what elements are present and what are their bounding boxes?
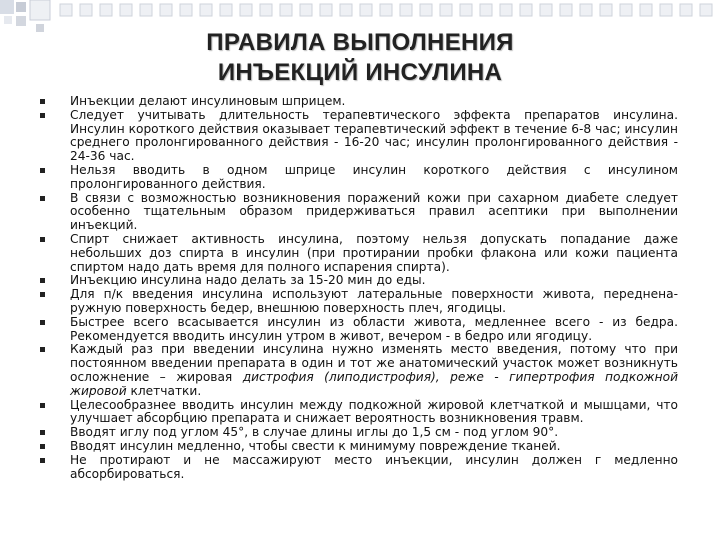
list-item: В связи с возможностью возникновения поражений кожи при сахарном диабете следует особенно тщательным образом придерживаться правил асептики при выполнении инъекций. (38, 192, 678, 233)
list-item: Вводят инсулин медленно, чтобы свести к минимуму повреждение тканей. (38, 440, 678, 454)
square-bullet-icon (40, 237, 45, 242)
item-text-after: клетчатки. (126, 383, 202, 398)
list-item: Инъекции делают инсулиновым шприцем. (38, 95, 678, 109)
square-bullet-icon (40, 99, 45, 104)
square-bullet-icon (40, 403, 45, 408)
list-item: Спирт снижает активность инсулина, поэтому нельзя допускать попадание даже небольших доз спирта в инсулин (при протирании пробки флакона или кожи пациента спиртом надо дать время для полного испарения спирта). (38, 233, 678, 274)
rules-list (38, 95, 678, 481)
item-text-before: Каждый раз при введении инсулина нужно изменять место введения, потому что при постоянном введении препарата в один и тот же анатомический участок может возникнуть осложнение – жировая (70, 342, 678, 384)
list-item: Инъекцию инсулина надо делать за 15-20 мин до еды. (38, 274, 678, 288)
square-bullet-icon (40, 444, 45, 449)
title-line-2: ИНЪЕКЦИЙ ИНСУЛИНА (217, 59, 503, 86)
item-text-italic: дистрофия (липодистрофия), реже - гипертрофия подкожной жировой (70, 369, 678, 398)
square-bullet-icon (40, 430, 45, 435)
list-item: Не протирают и не массажируют место инъекции, инсулин должен г медленно абсорбироваться. (38, 454, 678, 482)
square-bullet-icon (40, 113, 45, 118)
square-bullet-icon (40, 292, 45, 297)
square-bullet-icon (40, 278, 45, 283)
slide-title (150, 28, 570, 88)
list-item: Нельзя вводить в одном шприце инсулин короткого действия с инсулином пролонгированного действия. (38, 164, 678, 192)
list-item: Вводят иглу под углом 45°, в случае длины иглы до 1,5 см - под углом 90°. (38, 426, 678, 440)
list-item: Следует учитывать длительность терапевтического эффекта препаратов инсулина. Инсулин короткого действия оказывает терапевтический эффект в течение 6-8 час; инсулин среднего пролонгированного действия - 16-20 час; инсулин пролонгированного действия - 24-36 час. (38, 109, 678, 164)
list-item: Для п/к введения инсулина используют латеральные поверхности живота, передненаружную поверхность бедер, внешнюю поверхность плеч, ягодицы. (38, 288, 678, 316)
square-bullet-icon (40, 168, 45, 173)
square-bullet-icon (40, 347, 45, 352)
title-line-1: ПРАВИЛА ВЫПОЛНЕНИЯ (206, 29, 514, 56)
list-item: Быстрее всего всасывается инсулин из области живота, медленнее всего - из бедра. Рекомендуется вводить инсулин утром в живот, вечером - в бедро или ягодицу. (38, 316, 678, 344)
square-bullet-icon (40, 458, 45, 463)
square-bullet-icon (40, 320, 45, 325)
list-item (38, 343, 678, 398)
square-bullet-icon (40, 196, 45, 201)
list-item: Целесообразнее вводить инсулин между подкожной жировой клетчаткой и мышцами, что улучшает абсорбцию препарата и снижает вероятность возникновения травм. (38, 399, 678, 427)
